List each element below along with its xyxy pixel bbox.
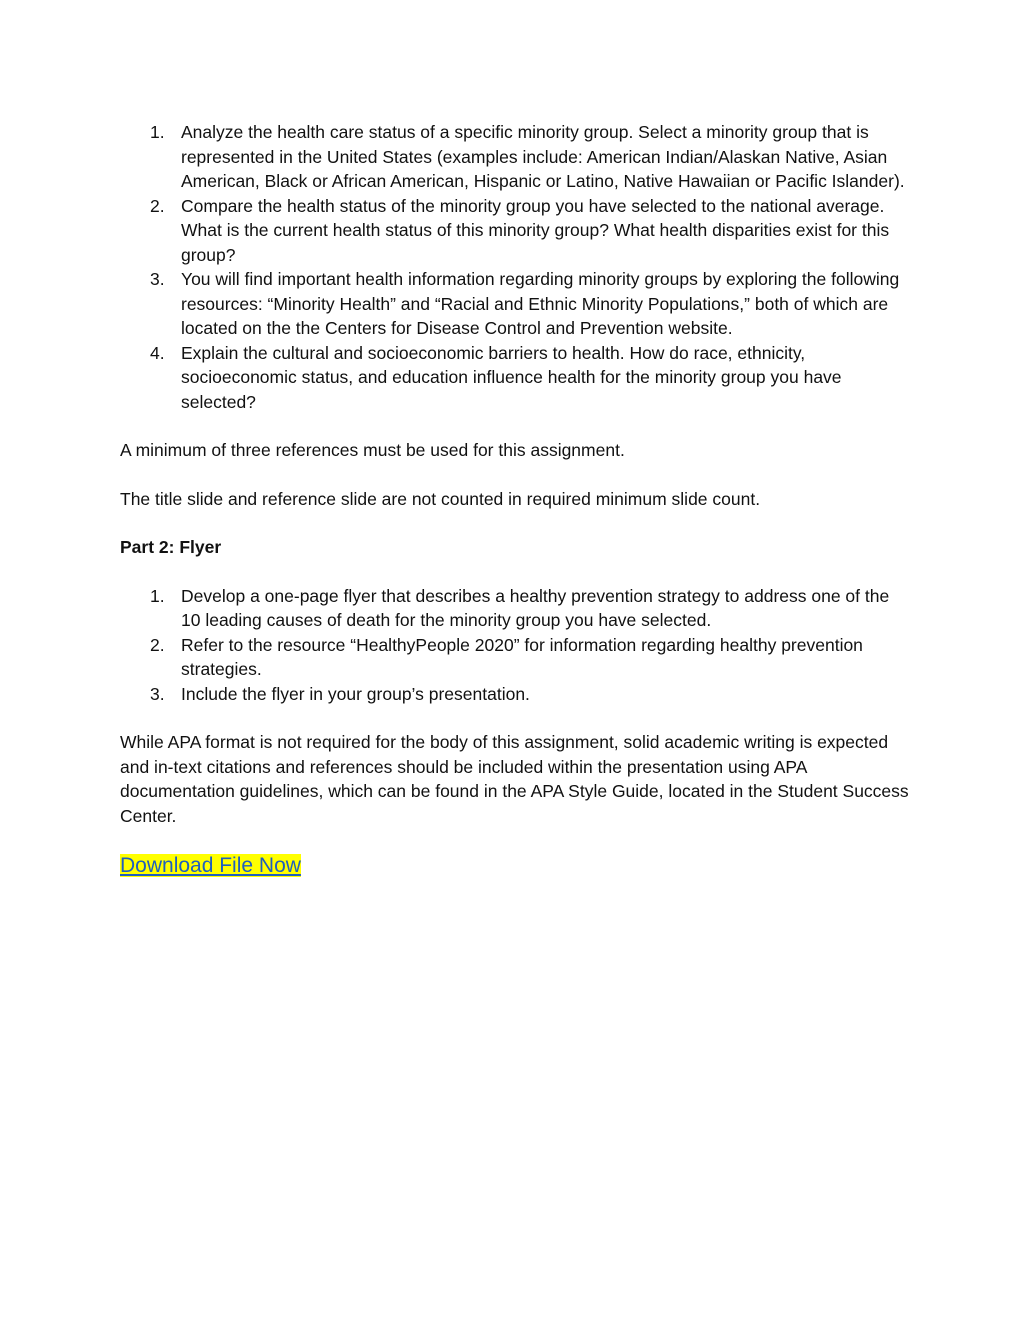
list-text: Analyze the health care status of a specific minority group. Select a minority group that is represented in the United States (examples include: American Indian/Alaskan Native, Asian American, Black or African American, Hispanic or Latino, Native Hawaiian or Pacific Islander). xyxy=(181,122,905,191)
references-paragraph: A minimum of three references must be used for this assignment. xyxy=(120,440,625,460)
list-number: 2. xyxy=(150,634,165,655)
list-number: 2. xyxy=(150,195,165,216)
list-number: 4. xyxy=(150,342,165,363)
list-text: Develop a one-page flyer that describes a healthy prevention strategy to address one of the 10 leading causes of death for the minority group you have selected. xyxy=(181,585,890,630)
list-text: Include the flyer in your group’s presentation. xyxy=(181,683,530,704)
document-page xyxy=(120,120,910,880)
list-number: 1. xyxy=(150,122,165,142)
slides-paragraph: The title slide and reference slide are not counted in required minimum slide count. xyxy=(120,488,761,509)
list-item xyxy=(120,584,910,633)
list-number: 1. xyxy=(150,585,165,606)
download-file-link[interactable]: Download File Now xyxy=(120,854,301,877)
list-text: Compare the health status of the minority group you have selected to the national average. What is the current health status of this minority group? What health disparities exist for this group? xyxy=(181,195,890,265)
apa-paragraph: While APA format is not required for the body of this assignment, solid academic writing is expected and in-text citations and references should be included within the presentation using APA documentation guidelines, which can be found in the APA Style Guide, located in the Student Success Center. xyxy=(120,732,909,826)
download-container xyxy=(120,852,910,880)
list-text: You will find important health information regarding minority groups by exploring the following resources: “Minority Health” and “Racial and Ethnic Minority Populations,” both of which are located on the the Centers for Disease Control and Prevention website. xyxy=(181,269,900,338)
list-text: Explain the cultural and socioeconomic barriers to health. How do race, ethnicity, socioeconomic status, and education influence health for the minority group you have selected? xyxy=(181,342,842,412)
list-item xyxy=(120,194,910,268)
list-item xyxy=(120,633,910,682)
part2-list xyxy=(120,584,910,707)
part1-list xyxy=(120,120,910,414)
list-item xyxy=(120,682,910,707)
list-number: 3. xyxy=(150,269,165,289)
part2-heading: Part 2: Flyer xyxy=(120,537,222,557)
list-text: Refer to the resource “HealthyPeople 2020” for information regarding healthy prevention strategies. xyxy=(181,634,863,679)
list-number: 3. xyxy=(150,683,165,704)
list-item xyxy=(120,341,910,415)
list-item xyxy=(120,267,910,341)
list-item xyxy=(120,120,910,194)
